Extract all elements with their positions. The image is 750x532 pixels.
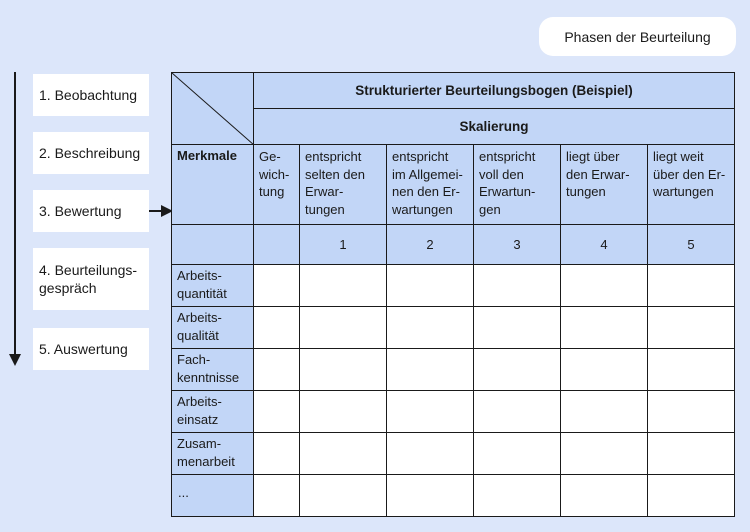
table-row	[172, 307, 735, 349]
scale-number-5: 5	[648, 225, 735, 265]
rating-cell[interactable]	[387, 391, 474, 433]
rating-cell[interactable]	[474, 349, 561, 391]
rating-cell[interactable]	[300, 475, 387, 517]
rating-cell[interactable]	[300, 349, 387, 391]
merkmale-header: Merkmale	[172, 145, 254, 225]
scale-number-3: 3	[474, 225, 561, 265]
timeline-arrow-head	[9, 354, 21, 366]
rating-cell[interactable]	[474, 475, 561, 517]
scale-header-2: entspricht im Allgemei- nen den Er- wartungen	[387, 145, 474, 225]
rating-cell[interactable]	[254, 475, 300, 517]
step-beschreibung	[33, 132, 149, 174]
rating-cell[interactable]	[648, 391, 735, 433]
table-row	[172, 265, 735, 307]
rating-cell[interactable]	[387, 349, 474, 391]
weight-header: Ge- wich- tung	[254, 145, 300, 225]
step-label: 3. Bewertung	[39, 202, 122, 219]
scale-header-3: entspricht voll den Erwartun- gen	[474, 145, 561, 225]
blank-cell	[172, 225, 254, 265]
rating-cell[interactable]	[387, 307, 474, 349]
step-label: 1. Beobachtung	[39, 86, 138, 103]
timeline-arrow-line	[14, 72, 16, 356]
rating-cell[interactable]	[561, 265, 648, 307]
scale-header-4: liegt über den Erwar- tungen	[561, 145, 648, 225]
step-label: 5. Auswertung	[39, 340, 128, 357]
table-row	[172, 475, 735, 517]
rating-cell[interactable]	[648, 307, 735, 349]
rating-cell[interactable]	[561, 475, 648, 517]
step-beurteilungsgespraech	[33, 248, 149, 310]
rating-cell[interactable]	[561, 433, 648, 475]
corner-diagonal	[172, 73, 254, 145]
scale-label: Skalierung	[254, 109, 735, 145]
rating-cell[interactable]	[648, 265, 735, 307]
rating-cell[interactable]	[474, 433, 561, 475]
rating-cell[interactable]	[561, 307, 648, 349]
table-row	[172, 391, 735, 433]
step-label: 2. Beschreibung	[39, 144, 141, 161]
rating-cell[interactable]	[387, 265, 474, 307]
rating-cell[interactable]	[561, 349, 648, 391]
scale-number-2: 2	[387, 225, 474, 265]
rating-cell[interactable]	[254, 307, 300, 349]
row-label: Fach- kenntnisse	[172, 349, 254, 391]
step-label: 4. Beurteilungs- gespräch	[39, 261, 138, 296]
rating-cell[interactable]	[300, 307, 387, 349]
form-title: Strukturierter Beurteilungsbogen (Beispiel)	[254, 73, 735, 109]
row-label: Arbeits- quantität	[172, 265, 254, 307]
scale-number-1: 1	[300, 225, 387, 265]
assessment-form-table	[171, 72, 735, 517]
rating-cell[interactable]	[648, 433, 735, 475]
row-label: Arbeits- qualität	[172, 307, 254, 349]
row-label: ...	[172, 475, 254, 517]
rating-cell[interactable]	[561, 391, 648, 433]
rating-cell[interactable]	[254, 349, 300, 391]
corner-cell	[172, 73, 254, 145]
step-beobachtung	[33, 74, 149, 116]
scale-header-5: liegt weit über den Er- wartungen	[648, 145, 735, 225]
scale-header-1: entspricht selten den Erwar- tungen	[300, 145, 387, 225]
rating-cell[interactable]	[648, 349, 735, 391]
row-label: Zusam- menarbeit	[172, 433, 254, 475]
rating-cell[interactable]	[254, 391, 300, 433]
row-label: Arbeits- einsatz	[172, 391, 254, 433]
scale-number-4: 4	[561, 225, 648, 265]
table-row	[172, 349, 735, 391]
rating-cell[interactable]	[474, 265, 561, 307]
phases-badge: Phasen der Beurteilung	[539, 17, 736, 56]
rating-cell[interactable]	[648, 475, 735, 517]
step-bewertung	[33, 190, 149, 232]
table-row	[172, 433, 735, 475]
step-auswertung	[33, 328, 149, 370]
rating-cell[interactable]	[474, 307, 561, 349]
rating-cell[interactable]	[254, 265, 300, 307]
blank-cell	[254, 225, 300, 265]
rating-cell[interactable]	[300, 433, 387, 475]
rating-cell[interactable]	[300, 391, 387, 433]
rating-cell[interactable]	[474, 391, 561, 433]
rating-cell[interactable]	[254, 433, 300, 475]
rating-cell[interactable]	[300, 265, 387, 307]
rating-cell[interactable]	[387, 475, 474, 517]
rating-cell[interactable]	[387, 433, 474, 475]
